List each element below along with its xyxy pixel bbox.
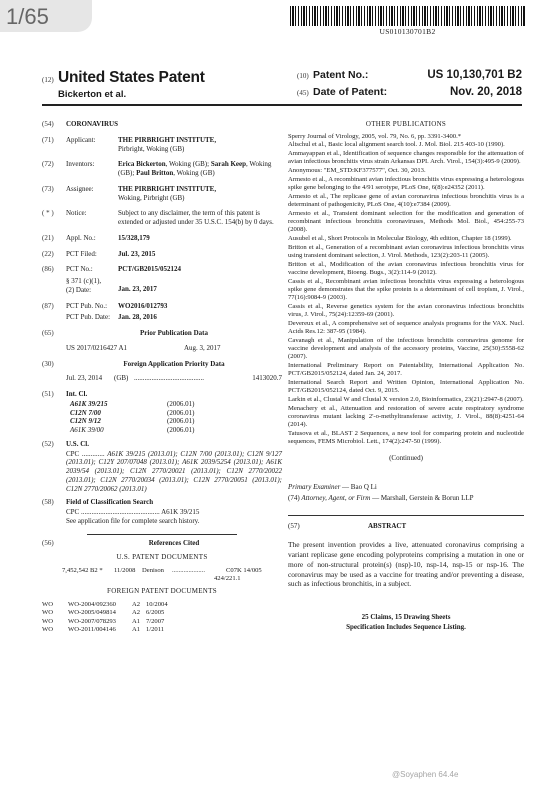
s371-label: § 371 (c)(1), (2) Date: bbox=[66, 277, 102, 294]
examiner-label: Primary Examiner bbox=[288, 483, 341, 492]
patent-number: US 10,130,701 B2 bbox=[427, 69, 522, 81]
foreign-patent-row: WO WO-2004/092360 A2 10/2004 bbox=[42, 601, 168, 609]
field-search bbox=[42, 498, 282, 507]
dot-leader: ........................................ bbox=[134, 374, 204, 383]
other-publications-heading: OTHER PUBLICATIONS bbox=[365, 120, 447, 128]
inventor-name: Paul Britton bbox=[136, 169, 174, 177]
field-label: PCT Filed: bbox=[66, 249, 97, 258]
prior-pub-field bbox=[42, 329, 282, 342]
document-type: United States Patent bbox=[58, 69, 205, 86]
field-code: (51) bbox=[42, 390, 54, 398]
field-label: Applicant: bbox=[66, 135, 96, 144]
inventors-field bbox=[42, 160, 282, 178]
publication-reference: Larkin et al., Clustal W and Clustal X version 2.0, Bioinformatics, 23(21):2947-8 (2007). bbox=[288, 396, 524, 404]
int-cl-code: A61K 39/00 bbox=[70, 426, 104, 434]
foreign-priority-heading: Foreign Application Priority Data bbox=[123, 359, 225, 368]
pct-pub-field bbox=[42, 302, 282, 311]
section-rule bbox=[87, 534, 237, 535]
cpc-label: CPC bbox=[66, 508, 80, 516]
int-cl-field bbox=[42, 390, 282, 399]
invention-title: CORONAVIRUS bbox=[66, 120, 118, 128]
claims-summary: 25 Claims, 15 Drawing Sheets bbox=[361, 613, 451, 622]
foreign-patent-row: WO WO-2005/049814 A2 6/2005 bbox=[42, 609, 165, 617]
publication-reference: Armesto et al., The replicase gene of avian coronavirus infectious bronchitis virus is a determinant of pathogenicity, PLoS One, 4(10):e7384 (2009). bbox=[288, 192, 524, 209]
us-cl-field bbox=[42, 440, 282, 449]
page-counter: 1/65 bbox=[0, 0, 92, 32]
inventor-name: Sarah Keep bbox=[210, 160, 247, 169]
field-code: (72) bbox=[42, 160, 54, 169]
field-label: Appl. No.: bbox=[66, 233, 96, 242]
foreign-patent-docs-heading: FOREIGN PATENT DOCUMENTS bbox=[107, 587, 217, 596]
watermark: @Soyaphen 64.4e bbox=[392, 770, 459, 779]
publication-reference: Ausubel et al., Short Protocols in Molecular Biology, 4th edition, Chapter 18 (1999). bbox=[288, 235, 512, 243]
publication-reference: Cassis et al., Reverse genetics system for the avian coronavirus infectious bronchitis virus, J. Virol., 75(24):12359-69 (2001). bbox=[288, 302, 524, 319]
foreign-patent-row: WO WO-2007/078293 A1 7/2007 bbox=[42, 617, 165, 625]
pct-no-value: PCT/GB2015/052124 bbox=[118, 265, 182, 274]
int-cl-row bbox=[70, 400, 282, 409]
field-code: (73) bbox=[42, 184, 54, 193]
barcode bbox=[290, 6, 525, 26]
examiner-name: — Bao Q Li bbox=[340, 483, 377, 492]
field-code: ( * ) bbox=[42, 209, 54, 218]
field-search-heading: Field of Classification Search bbox=[66, 498, 154, 507]
field-code: (58) bbox=[42, 498, 54, 507]
pct-pub-date-value: Jan. 28, 2016 bbox=[118, 313, 157, 322]
barcode-block bbox=[290, 6, 525, 36]
publication-reference: International Search Report and Written Opinion, International Application No. PCT/GB2015/052124, dated Oct. 9, 2015. bbox=[288, 379, 524, 395]
int-cl-code: C12N 9/12 bbox=[70, 417, 101, 426]
publication-reference: Cavanagh et al., Manipulation of the infectious bronchitis coronavirus genome for vaccine development and analysis of the accessory proteins, Vaccine, 25(30):5558-62 (2007). bbox=[288, 336, 524, 361]
publication-reference: Anonymous: "EM_STD:KF377577", Oct. 30, 2013. bbox=[288, 167, 426, 175]
int-cl-row bbox=[70, 417, 282, 426]
field-code: (71) bbox=[42, 135, 54, 144]
publication-reference: Sperry Journal of Virology, 2005, vol. 79, No. 6, pp. 3391-3400.* bbox=[288, 132, 462, 140]
int-cl-code: A61K 39/215 bbox=[70, 399, 108, 408]
foreign-patent-row: WO WO-2011/004146 A1 1/2011 bbox=[42, 625, 165, 633]
attorney-line bbox=[288, 494, 524, 503]
abstract-header bbox=[288, 522, 524, 531]
field-code: (30) bbox=[42, 359, 54, 368]
field-code: (56) bbox=[42, 538, 54, 547]
priority-country: (GB) bbox=[114, 374, 129, 383]
code-12: (12) bbox=[42, 76, 54, 84]
references-field bbox=[42, 539, 282, 552]
field-label: Inventors: bbox=[66, 160, 95, 169]
publication-reference: Britton et al., Modification of the avian coronavirus infectious bronchitis virus for vaccine development, Bioeng. Bugs., 3(2):114-9 (2012). bbox=[288, 260, 524, 276]
header-rule bbox=[42, 104, 522, 106]
field-code: (54) bbox=[42, 120, 54, 128]
field-label: Assignee: bbox=[66, 184, 94, 193]
field-label: PCT Pub. No.: bbox=[66, 301, 108, 310]
field-code: (87) bbox=[42, 301, 54, 310]
field-code: (86) bbox=[42, 265, 54, 274]
applicant-name: THE PIRBRIGHT INSTITUTE, bbox=[118, 135, 217, 144]
field-label: Notice: bbox=[66, 209, 87, 218]
us-patent-docs-heading: U.S. PATENT DOCUMENTS bbox=[116, 553, 208, 562]
publication-reference: Devereux et al., A comprehensive set of sequence analysis programs for the VAX. Nucl. Acids Res.12: 387-95 (1984). bbox=[288, 319, 524, 336]
barcode-number: US010130701B2 bbox=[379, 27, 436, 36]
int-cl-year: (2006.01) bbox=[167, 417, 195, 426]
int-cl-year: (2006.01) bbox=[167, 399, 195, 408]
patent-date: Nov. 20, 2018 bbox=[449, 86, 522, 98]
us-patent-class-2: 424/221.1 bbox=[214, 575, 241, 583]
us-cl-cpc bbox=[66, 450, 282, 494]
us-patent-date: 11/2008 bbox=[114, 567, 136, 574]
inventor-location: , Woking (GB); bbox=[118, 160, 272, 177]
pct-no-field bbox=[42, 265, 282, 274]
patent-header-right bbox=[297, 68, 522, 102]
int-cl-code: C12N 7/00 bbox=[70, 408, 101, 417]
us-patent-number: 7,452,542 B2 * bbox=[62, 567, 103, 574]
foreign-priority-field bbox=[42, 360, 282, 373]
attorney-code: (74) bbox=[288, 493, 300, 502]
s371-field bbox=[42, 277, 282, 295]
int-cl-row bbox=[70, 409, 282, 418]
publication-reference: Armesto et al., Transient dominant selection for the modification and generation of recombinant infectious bronchitis coronaviruses, Methods Mol. Biol., 454:255-73 (2008). bbox=[288, 209, 524, 234]
applicant-address: Pirbright, Woking (GB) bbox=[118, 144, 185, 153]
examiner-line bbox=[288, 483, 524, 492]
patent-no-label: Patent No.: bbox=[313, 69, 369, 81]
continued-note: (Continued) bbox=[389, 454, 423, 463]
field-code: (22) bbox=[42, 249, 54, 258]
dot-leader: ............................................. bbox=[80, 508, 160, 516]
us-patent-class: C07K 14/005 bbox=[226, 567, 262, 574]
patent-header-left bbox=[42, 68, 272, 101]
dot-leader: ............. bbox=[81, 449, 105, 458]
field-label: PCT No.: bbox=[66, 265, 93, 274]
bibliographic-column bbox=[42, 120, 282, 634]
notice-field bbox=[42, 209, 282, 227]
foreign-priority-row bbox=[66, 374, 282, 383]
int-cl-row bbox=[70, 426, 282, 435]
publication-reference: International Preliminary Report on Patentability, International Application No. PCT/GB2015/052124, dated Jan. 24, 2017. bbox=[288, 362, 524, 378]
pct-pub-value: WO2016/012793 bbox=[118, 301, 168, 310]
abstract-code: (57) bbox=[288, 521, 300, 530]
field-code: (65) bbox=[42, 329, 54, 337]
inventor-location: , Woking (GB); bbox=[165, 160, 211, 169]
section-rule bbox=[288, 515, 524, 516]
appl-no-value: 15/328,179 bbox=[118, 233, 150, 242]
pct-pub-date-field bbox=[42, 313, 282, 322]
other-publications-list bbox=[288, 133, 524, 447]
field-label: PCT Pub. Date: bbox=[66, 313, 111, 322]
publication-reference: Cassis et al., Recombinant avian infectious bronchitis virus expressing a heterologous spike gene demonstrates that the spike protein is a determinant of cell tropism, J. Virol., 77(16):9084-9 (2003). bbox=[288, 277, 524, 302]
int-cl-heading: Int. Cl. bbox=[66, 390, 88, 398]
notice-text: Subject to any disclaimer, the term of this patent is extended or adjusted under 35 U.S.C. 154(b) by 0 days. bbox=[118, 209, 274, 226]
authors: Bickerton et al. bbox=[58, 89, 127, 101]
foreign-patent-list bbox=[42, 601, 282, 634]
field-code: (21) bbox=[42, 233, 54, 242]
prior-pub-date: Aug. 3, 2017 bbox=[184, 343, 221, 352]
us-patent-name: Denison bbox=[142, 567, 164, 574]
cpc-value: A61K 39/215 bbox=[161, 508, 200, 516]
references-heading: References Cited bbox=[148, 538, 200, 547]
sequence-listing-note: Specification Includes Sequence Listing. bbox=[346, 623, 466, 631]
prior-pub-heading: Prior Publication Data bbox=[140, 329, 208, 337]
s371-date: Jan. 23, 2017 bbox=[118, 285, 157, 293]
assignee-name: THE PIRBRIGHT INSTITUTE, bbox=[118, 184, 217, 193]
assignee-field bbox=[42, 185, 282, 203]
inventor-location: , Woking (GB) bbox=[173, 169, 215, 177]
attorney-label: Attorney, Agent, or Firm bbox=[301, 493, 371, 502]
us-cl-heading: U.S. Cl. bbox=[66, 439, 89, 448]
publication-reference: Tatusova et al., BLAST 2 Sequences, a new tool for comparing protein and nucleotide sequences, FEMS Microbiol. Lett., 174(2):247-50 (1999). bbox=[288, 429, 524, 446]
publication-reference: Ammayappan et al., Identification of sequence changes responsible for the attenuation of avian infectious bronchitis virus strain Arkansas DPI. Arch. Virol., 154(3):495-9 (2009). bbox=[288, 150, 524, 166]
priority-number: 1413020.7 bbox=[252, 374, 282, 383]
pct-filed-field bbox=[42, 250, 282, 259]
prior-pub-row bbox=[66, 344, 282, 353]
int-cl-year: (2006.01) bbox=[167, 426, 195, 434]
applicant-field bbox=[42, 136, 282, 154]
publication-reference: Britton et al., Generation of a recombinant avian coronavirus infectious bronchitis virus using transient dominant selection, J. Virol. Methods, 123(2):203-11 (2005). bbox=[288, 243, 524, 260]
title-field bbox=[42, 120, 282, 129]
abstract-text: The present invention provides a live, attenuated coronavirus comprising a variant replicase gene encoding polyproteins comprising a mutation in one or more of non-structural protein(s) (nsp)-10, nsp-14, nsp-15 or nsp-16. The coronavirus may be used as a vaccine for treating and/or preventing a disease, such as infectious bronchitis, in a subject. bbox=[288, 540, 524, 589]
code-10: (10) bbox=[297, 72, 309, 80]
publication-reference: Armesto et al., A recombinant avian infectious bronchitis virus expressing a heterologous spike gene belonging to the 4/91 serotype, PLoS One, 6(8):e24352 (2011). bbox=[288, 175, 524, 192]
publication-reference: Menachery et al., Attenuation and restoration of severe acute respiratory syndrome coronavirus mutant lacking 2'-o-methyltransferase activity, J. Virol., 88(8):4251-64 (2014). bbox=[288, 404, 524, 429]
code-45: (45) bbox=[297, 89, 309, 97]
appl-no-field bbox=[42, 234, 282, 243]
field-search-cpc bbox=[66, 508, 282, 517]
cpc-classes: A61K 39/215 (2013.01); C12N 7/00 (2013.01); C12N 9/127 (2013.01); C12Y 207/07048 (2013.01); A61K 2039/5254 (2013.01); A61K 2039/54 (2013.01); C12N 2770/20021 (2013.01); C12N 2770/20022 (2013.01); C12N 2770/20034 (2013.01); C12N 2770/20051 (2013.01); C12N 2770/20062 (2013.01) bbox=[66, 449, 282, 493]
cpc-label: CPC bbox=[66, 449, 80, 458]
search-history-note: See application file for complete search history. bbox=[66, 516, 200, 525]
assignee-address: Woking, Pirbright (GB) bbox=[118, 193, 185, 202]
us-patent-row bbox=[62, 567, 282, 575]
field-code: (52) bbox=[42, 439, 54, 448]
priority-date: Jul. 23, 2014 bbox=[66, 374, 103, 383]
pct-filed-value: Jul. 23, 2015 bbox=[118, 249, 156, 258]
int-cl-year: (2006.01) bbox=[167, 408, 195, 417]
publications-column bbox=[288, 120, 524, 632]
inventor-name: Erica Bickerton bbox=[118, 160, 166, 169]
attorney-name: — Marshall, Gerstein & Borun LLP bbox=[370, 493, 474, 502]
date-label: Date of Patent: bbox=[313, 86, 388, 98]
dot-leader: .................... bbox=[172, 567, 205, 574]
abstract-heading: ABSTRACT bbox=[368, 521, 407, 530]
publication-reference: Altschul et al., Basic local alignment search tool. J. Mol. Biol. 215 403-10 (1990). bbox=[288, 141, 505, 149]
int-cl-list bbox=[42, 400, 282, 435]
prior-pub-number: US 2017/0216427 A1 bbox=[66, 343, 128, 352]
